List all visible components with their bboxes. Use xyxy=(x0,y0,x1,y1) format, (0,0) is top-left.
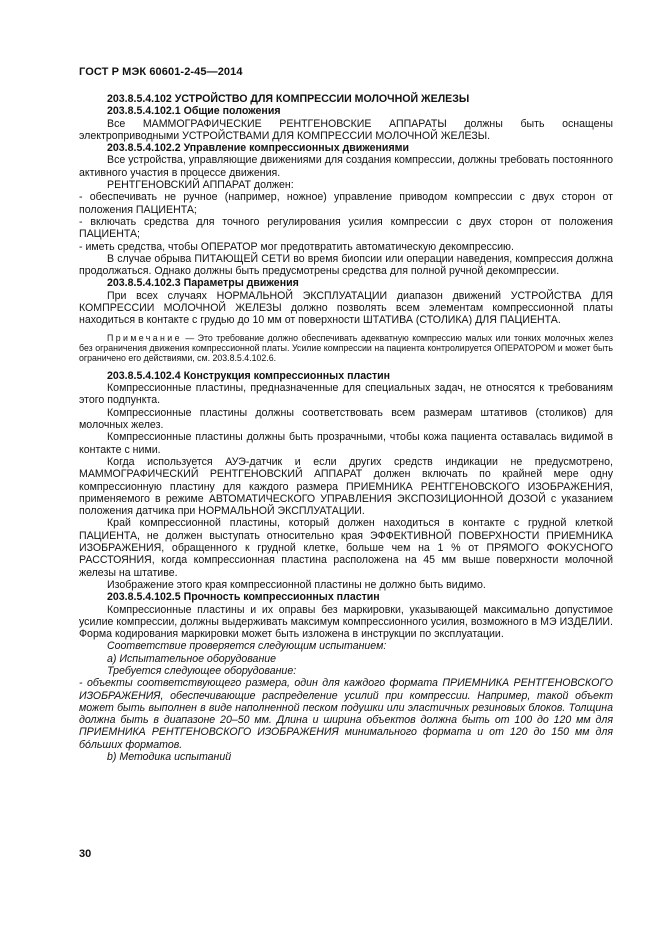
paragraph: Компрессионные пластины и их оправы без маркировки, указывающей максимально допустимое усилие компрессии, должны выдерживать максимум компрессионного усилия, возможного в МЭ ИЗДЕЛИИ. Форма кодирования маркировки может быть изложена в инструкции по эксплуатации. xyxy=(79,603,613,641)
subsection-heading: 203.8.5.4.102.2 Управление компрессионных движениями xyxy=(107,142,409,155)
paragraph: Компрессионные пластины должны быть прозрачными, чтобы кожа пациента оставалась видимой в контакте с ними. xyxy=(79,431,613,456)
paragraph: Все устройства, управляющие движениями для создания компрессии, должны требовать постоянного активного участия в процессе движения. xyxy=(79,154,613,179)
paragraph: Требуется следующее оборудование: xyxy=(107,664,297,677)
paragraph: Когда используется АУЭ-датчик и если других средств индикации не предусмотрено, МАММОГРАФИЧЕСКИЙ РЕНТГЕНОВСКИЙ АППАРАТ должен включать по крайней мере одну компрессионную пластину для каждого размера ПРИЕМНИКА РЕНТГЕНОВСКОГО ИЗОБРАЖЕНИЯ, применяемого в режиме АВТОМАТИЧЕСКОГО УПРАВЛЕНИЯ ЭКСПОЗИЦИОННОЙ ДОЗОЙ с указанием положения датчика при НОРМАЛЬНОЙ ЭКСПЛУАТАЦИИ. xyxy=(79,455,613,518)
paragraph: РЕНТГЕНОВСКИЙ АППАРАТ должен: xyxy=(107,179,294,192)
test-method-heading: b) Методика испытаний xyxy=(107,751,232,764)
paragraph: Все МАММОГРАФИЧЕСКИЕ РЕНТГЕНОВСКИЕ АППАРАТЫ должны быть оснащены электроприводными УСТРОЙСТВАМИ ДЛЯ КОМПРЕССИИ МОЛОЧНОЙ ЖЕЛЕЗЫ. xyxy=(79,117,613,142)
note-label: Примечание xyxy=(107,332,182,343)
subsection-heading: 203.8.5.4.102.4 Конструкция компрессионных пластин xyxy=(107,369,391,382)
note xyxy=(79,333,613,364)
compliance-statement: Соответствие проверяется следующим испытанием: xyxy=(107,640,387,653)
document-header: ГОСТ Р МЭК 60601-2-45—2014 xyxy=(79,66,243,78)
list-item: - включать средства для точного регулирования усилия компрессии с двух сторон от положения ПАЦИЕНТА; xyxy=(79,215,613,241)
section-heading: 203.8.5.4.102 УСТРОЙСТВО ДЛЯ КОМПРЕССИИ МОЛОЧНОЙ ЖЕЛЕЗЫ xyxy=(107,93,470,105)
note-text: — Это требование должно обеспечивать адекватную компрессию малых или тонких молочных желез без ограничения движения компрессионной платы. Усилие компрессии на пациента контролируется ОПЕРАТОРОМ и может быть ограничено его действиями, см. 203.8.5.4.102.6. xyxy=(79,332,613,364)
test-equipment-heading: a) Испытательное оборудование xyxy=(107,652,277,665)
subsection-heading: 203.8.5.4.102.5 Прочность компрессионных пластин xyxy=(107,591,380,604)
paragraph: В случае обрыва ПИТАЮЩЕЙ СЕТИ во время биопсии или операции наведения, компрессия должна продолжаться. Однако должны быть предусмотрены средства для полной ручной декомпрессии. xyxy=(79,252,613,278)
paragraph: Изображение этого края компрессионной пластины не должно быть видимо. xyxy=(107,578,486,591)
paragraph: Край компрессионной пластины, который должен находиться в контакте с грудной клеткой ПАЦИЕНТА, не должен выступать относительно края ЭФФЕКТИВНОЙ ПОВЕРХНОСТИ ПРИЕМНИКА ИЗОБРАЖЕНИЯ, обращенного к грудной клетке, больше чем на 1 % от ПРЯМОГО ФОКУСНОГО РАССТОЯНИЯ, когда компрессионная пластина расположена на 45 мм выше поверхности молочной железы на штативе. xyxy=(79,517,613,579)
page-number: 30 xyxy=(79,848,92,860)
paragraph: При всех случаях НОРМАЛЬНОЙ ЭКСПЛУАТАЦИИ диапазон движений УСТРОЙСТВА ДЛЯ КОМПРЕССИИ МОЛОЧНОЙ ЖЕЛЕЗЫ должно позволять всем элементам компрессионной платы находиться в контакте с грудью до 10 мм от поверхности ШТАТИВА (СТОЛИКА) ДЛЯ ПАЦИЕНТА. xyxy=(79,289,613,327)
subsection-heading: 203.8.5.4.102.1 Общие положения xyxy=(107,105,281,118)
paragraph: Компрессионные пластины должны соответствовать всем размерам штативов (столиков) для молочных желез. xyxy=(79,406,613,432)
subsection-heading: 203.8.5.4.102.3 Параметры движения xyxy=(107,277,299,290)
document-body xyxy=(79,93,613,763)
list-item: - объекты соответствующего размера, один для каждого формата ПРИЕМНИКА РЕНТГЕНОВСКОГО ИЗОБРАЖЕНИЯ, обеспечивающие распределение усилий при компрессии. Например, такой объект может быть выполнен в виде наполненной песком подушки или эластичных резиновых блоков. Толщина должна быть в диапазоне 20–50 мм. Длина и ширина объектов должна быть от 100 до 120 мм для ПРИЕМНИКА РЕНТГЕНОВСКОГО ИЗОБРАЖЕНИЯ минимального формата и от 120 до 150 мм для бóльших форматов. xyxy=(79,677,613,751)
list-item: - иметь средства, чтобы ОПЕРАТОР мог предотвратить автоматическую декомпрессию. xyxy=(79,240,514,253)
paragraph: Компрессионные пластины, предназначенные для специальных задач, не относятся к требованиям этого подпункта. xyxy=(79,382,613,407)
list-item: - обеспечивать не ручное (например, ножное) управление приводом компрессии с двух сторон от положения ПАЦИЕНТА; xyxy=(79,191,613,216)
